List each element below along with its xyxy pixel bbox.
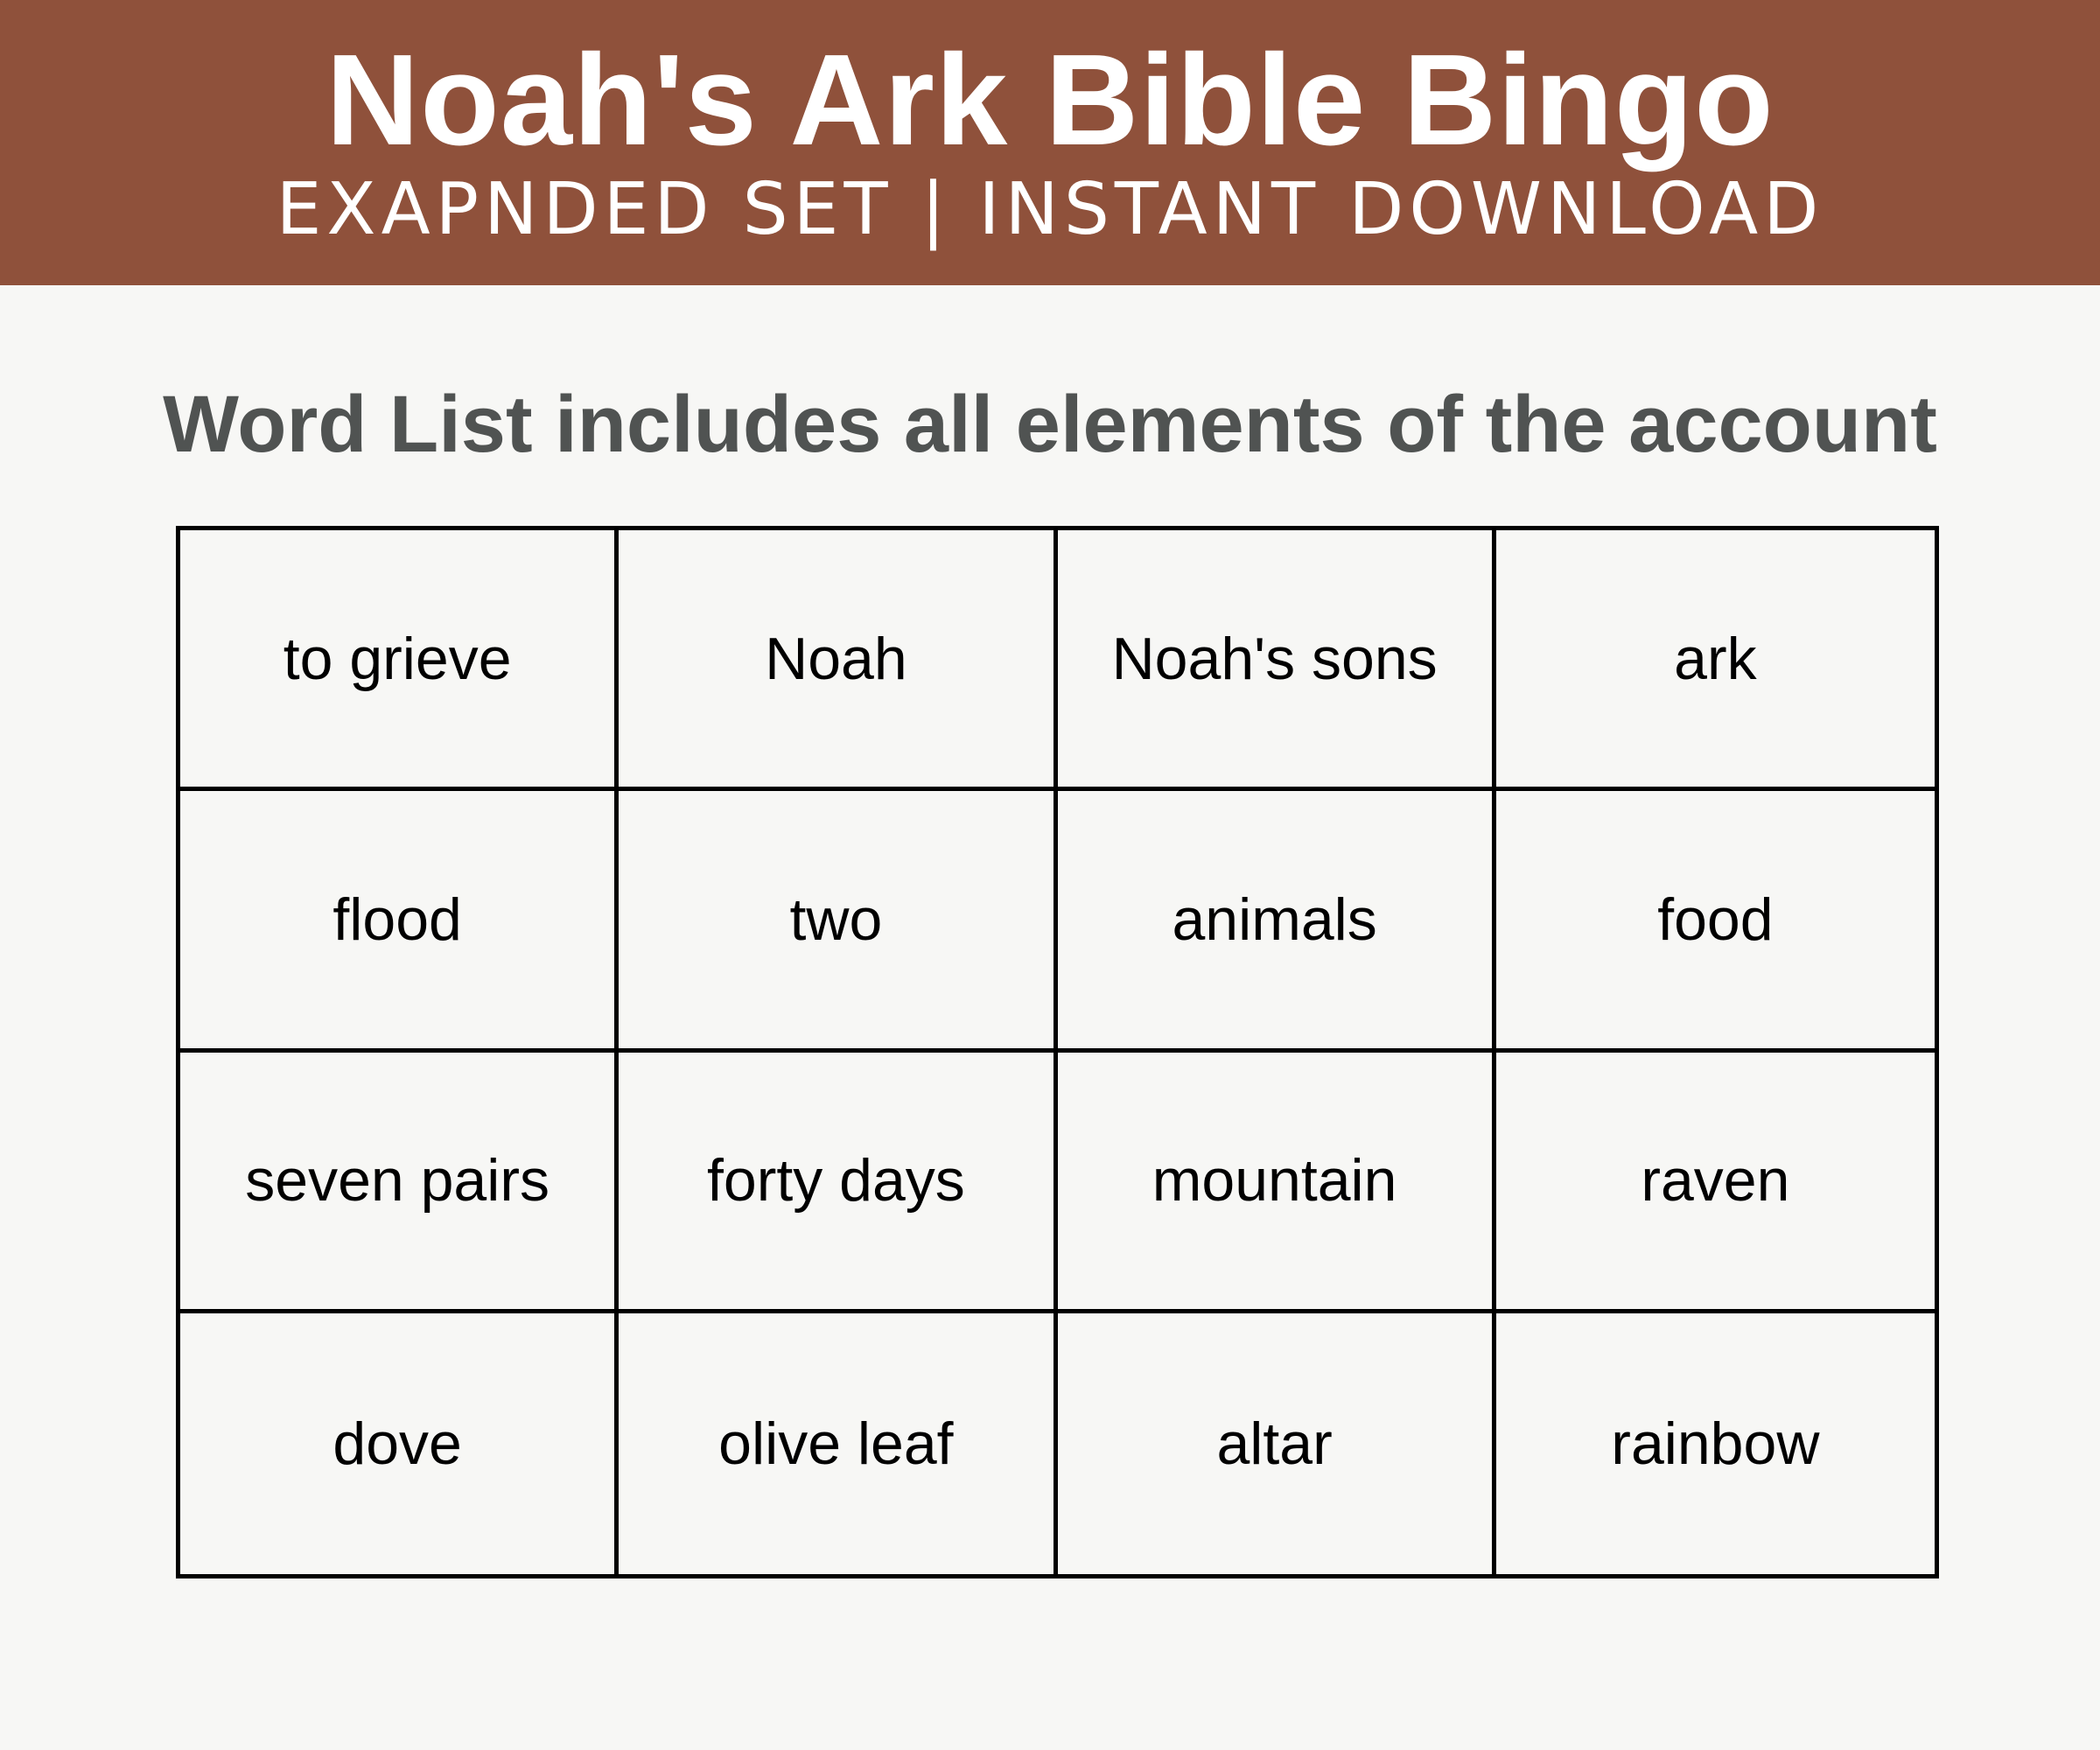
word-cell: food [1496, 791, 1935, 1052]
word-cell: dove [180, 1313, 619, 1574]
word-cell: olive leaf [619, 1313, 1057, 1574]
word-cell: Noah [619, 530, 1057, 791]
word-list-heading: Word List includes all elements of the account [163, 380, 1937, 469]
word-cell: flood [180, 791, 619, 1052]
word-cell: two [619, 791, 1057, 1052]
word-cell: altar [1058, 1313, 1496, 1574]
word-cell: raven [1496, 1053, 1935, 1313]
word-cell: to grieve [180, 530, 619, 791]
word-cell: rainbow [1611, 1410, 1820, 1477]
word-cell: mountain [1058, 1053, 1496, 1313]
word-cell: forty days [619, 1053, 1057, 1313]
word-cell: ark [1496, 530, 1935, 791]
word-cell: Noah's sons [1058, 530, 1496, 791]
word-cell: animals [1058, 791, 1496, 1052]
page-title: Noah's Ark Bible Bingo [326, 28, 1774, 172]
word-list-grid [176, 526, 1939, 1578]
page-subtitle: EXAPNDED SET | INSTANT DOWNLOAD [276, 168, 1824, 251]
word-cell: seven pairs [180, 1053, 619, 1313]
